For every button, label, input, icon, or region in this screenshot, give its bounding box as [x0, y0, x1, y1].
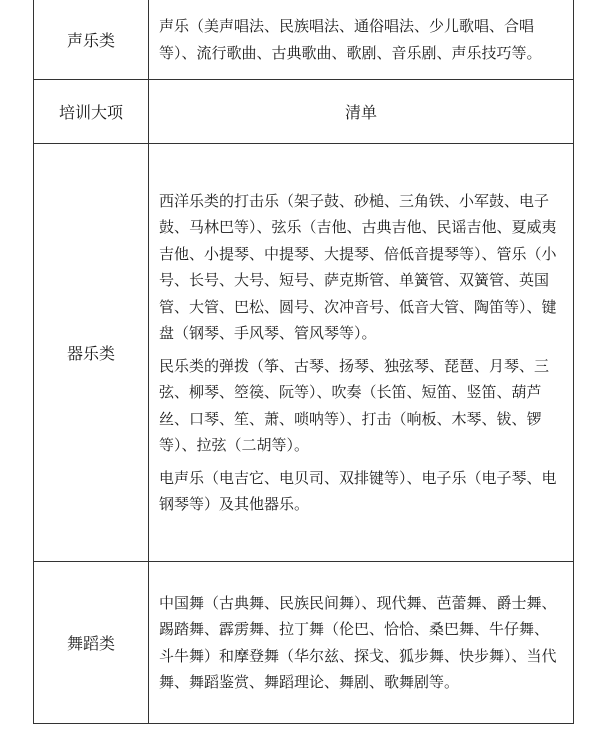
content-text-vocal: 声乐（美声唱法、民族唱法、通俗唱法、少儿歌唱、合唱等）、流行歌曲、古典歌曲、歌剧、音乐剧、声乐技巧等。	[159, 17, 542, 62]
header-cell-list	[149, 80, 574, 144]
training-list-table	[33, 0, 574, 724]
paragraph-chinese-instruments: 民乐类的弹拨（筝、古琴、扬琴、独弦琴、琵琶、月琴、三弦、柳琴、箜篌、阮等）、吹奏（长笛、短笛、竖笛、葫芦丝、口琴、笙、萧、唢呐等）、打击（响板、木琴、钹、锣等）、拉弦（二胡等）。	[159, 356, 550, 454]
content-cell-instrumental	[149, 144, 574, 562]
content-text-dance: 中国舞（古典舞、民族民间舞）、现代舞、芭蕾舞、爵士舞、踢踏舞、霹雳舞、拉丁舞（伦巴、恰恰、桑巴舞、牛仔舞、斗牛舞）和摩登舞（华尔兹、探戈、狐步舞、快步舞）、当代舞、舞蹈鉴赏、舞蹈理论、舞剧、歌舞剧等。	[159, 593, 557, 691]
header-cell-item: 培训大项	[34, 80, 149, 144]
content-cell-dance	[149, 562, 574, 724]
table-header-row	[34, 80, 574, 144]
table-row-dance	[34, 562, 574, 724]
category-cell-instrumental: 器乐类	[34, 144, 149, 562]
category-cell-dance: 舞蹈类	[34, 562, 149, 724]
table-row-vocal	[34, 0, 574, 80]
category-cell-vocal: 声乐类	[34, 0, 149, 80]
table-row-instrumental	[34, 144, 574, 562]
paragraph-western-instruments: 西洋乐类的打击乐（架子鼓、砂槌、三角铁、小军鼓、电子鼓、马林巴等）、弦乐（吉他、古典吉他、民谣吉他、夏威夷吉他、小提琴、中提琴、大提琴、倍低音提琴等）、管乐（小号、长号、大号、短号、萨克斯管、单簧管、双簧管、英国管、大管、巴松、圆号、次冲音号、低音大管、陶笛等）、键盘（钢琴、手风琴、管风琴等）。	[159, 191, 557, 342]
paragraph-electronic-instruments: 电声乐（电吉它、电贝司、双排键等）、电子乐（电子琴、电钢琴等）及其他器乐。	[159, 468, 557, 513]
content-cell-vocal	[149, 0, 574, 80]
header-list-label: 清单	[344, 103, 377, 122]
content-text-instrumental	[149, 188, 573, 518]
